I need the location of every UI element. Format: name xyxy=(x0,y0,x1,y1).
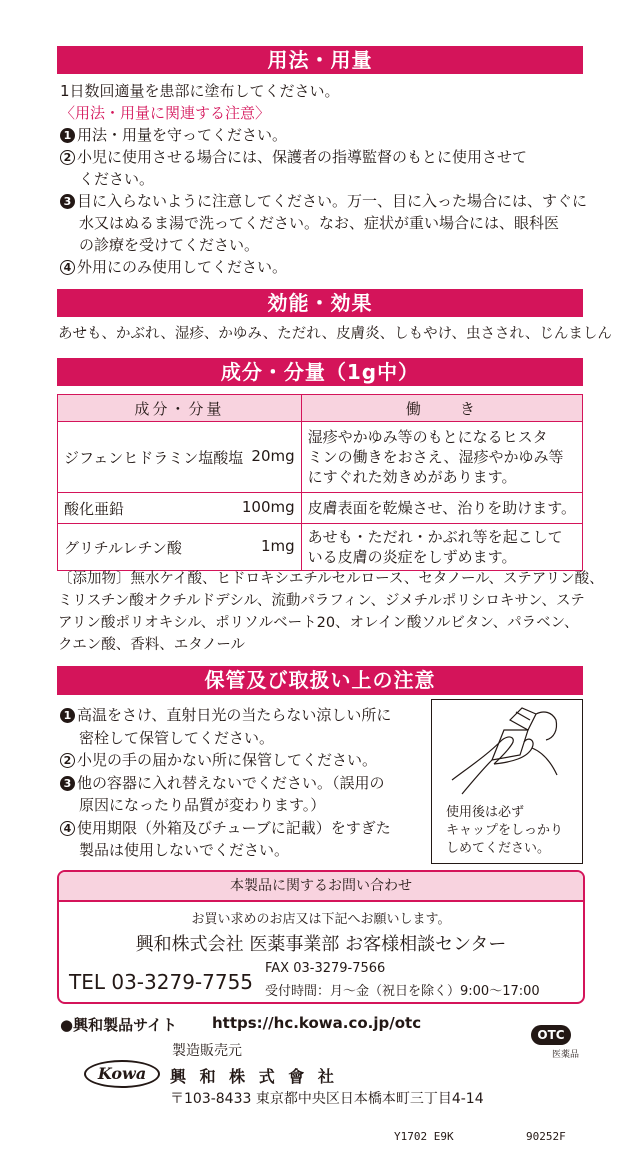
list-item-line xyxy=(60,124,287,146)
effect-line: ミンの働きをおさえ、湿疹やかゆみ等 xyxy=(307,448,564,466)
list-item-text: 高温をさけ、直射日光の当たらない涼しい所に xyxy=(77,706,392,724)
list-item-line xyxy=(79,234,259,256)
list-item-text: ください。 xyxy=(79,170,155,188)
efficacy-text: あせも、かぶれ、湿疹、かゆみ、ただれ、皮膚炎、しもやけ、虫さされ、じんましん xyxy=(58,326,612,342)
ingredient-cell xyxy=(58,493,302,524)
contact-note: お買い求めのお店又は下記へお願いします。 xyxy=(191,912,451,927)
ingredient-name: ジフェンヒドラミン塩酸塩 xyxy=(64,448,244,467)
list-item-text: 目に入らないように注意してください。万一、目に入った場合には、すぐに xyxy=(77,192,588,210)
ingredient-amount: 20mg xyxy=(251,446,295,465)
list-item-text: 密栓して保管してください。 xyxy=(79,728,275,747)
effect-line: あせも・ただれ・かぶれ等を起こして xyxy=(307,528,563,546)
print-code-1: Y1702 E9K xyxy=(394,1130,454,1143)
table-row xyxy=(58,422,583,493)
usage-line: 1日数回適量を患部に塗布してください。 xyxy=(60,82,340,100)
number-4-icon: 4 xyxy=(60,260,75,275)
effect-cell xyxy=(301,493,582,524)
ingredients-title: 成分・分量（1g中） xyxy=(57,358,583,386)
cap-instruction-line: 使用後は必ず xyxy=(446,805,525,820)
list-item-text: 用法・用量を守ってください。 xyxy=(77,126,288,144)
storage-title: 保管及び取扱い上の注意 xyxy=(57,666,583,695)
ingredient-name: 酸化亜鉛 xyxy=(64,499,125,518)
company-address: 〒103-8433 東京都中央区日本橋本町三丁目4-14 xyxy=(170,1091,484,1107)
list-item-text: 使用期限（外箱及びチューブに記載）をすぎた xyxy=(77,818,391,837)
contact-hours: 受付時間：月～金（祝日を除く）9:00～17:00 xyxy=(265,984,540,999)
list-item-text: 他の容器に入れ替えないでください。（誤用の xyxy=(77,773,385,792)
product-site-url[interactable]: https://hc.kowa.co.jp/otc xyxy=(212,1014,422,1032)
list-item-line xyxy=(79,212,559,234)
ingredient-amount: 100mg xyxy=(241,497,295,516)
list-item-line xyxy=(60,146,527,168)
column-ingredient: 成分・分量 xyxy=(58,395,302,422)
list-item-line xyxy=(60,772,385,794)
number-2-icon: 2 xyxy=(60,150,75,165)
list-item-line xyxy=(79,168,154,190)
contact-tel: TEL 03-3279-7755 xyxy=(69,970,254,994)
list-item-text: 原因になったり品質が変わります。） xyxy=(79,796,326,814)
effect-line: 湿疹やかゆみ等のもとになるヒスタ xyxy=(307,428,548,446)
ingredient-name: グリチルレチン酸 xyxy=(64,538,182,557)
ingredient-cell xyxy=(58,422,302,493)
contact-header: 本製品に関するお問い合わせ xyxy=(59,872,583,902)
list-item-text: の診療を受けてください。 xyxy=(79,236,260,254)
table-row xyxy=(58,493,583,524)
list-item-line xyxy=(79,727,274,749)
kowa-logo xyxy=(84,1060,160,1088)
usage-title: 用法・用量 xyxy=(57,46,583,74)
list-item-line xyxy=(60,749,377,771)
contact-box xyxy=(57,870,585,1004)
print-code-2: 90252F xyxy=(526,1130,566,1143)
efficacy-title: 効能・効果 xyxy=(57,289,583,317)
list-item-line xyxy=(79,839,289,861)
otc-sub: 医薬品 xyxy=(551,1050,579,1060)
contact-fax: FAX 03-3279-7566 xyxy=(265,961,386,976)
additives-line: ミリスチン酸オクチルドデシル、流動パラフィン、ジメチルポリシロキサン、ステ xyxy=(58,593,585,609)
additives-line: クエン酸、香料、エタノール xyxy=(58,637,246,653)
effect-cell xyxy=(301,422,582,493)
ingredient-cell xyxy=(58,524,302,571)
list-item-line xyxy=(79,794,325,816)
cap-instruction-line: キャップをしっかり xyxy=(446,823,564,838)
cap-instruction-line: しめてください。 xyxy=(446,841,551,856)
number-4-icon: 4 xyxy=(60,821,75,836)
list-item-text: 小児に使用させる場合には、保護者の指導監督のもとに使用させて xyxy=(77,148,528,166)
list-item-text: 製品は使用しないでください。 xyxy=(79,841,290,859)
number-2-icon: 2 xyxy=(60,753,75,768)
table-header xyxy=(58,395,583,422)
list-item-line xyxy=(60,704,391,726)
number-1-icon: 1 xyxy=(60,128,75,143)
list-item-text: 水又はぬるま湯で洗ってください。なお、症状が重い場合には、眼科医 xyxy=(79,214,560,232)
cap-instruction xyxy=(446,804,563,858)
effect-line: にすぐれた効きめがあります。 xyxy=(307,468,517,486)
number-3-icon: 3 xyxy=(60,776,75,791)
list-item-text: 小児の手の届かない所に保管してください。 xyxy=(77,751,378,769)
cap-illustration-box xyxy=(431,699,583,864)
usage-subtitle: 〈用法・用量に関連する注意〉 xyxy=(60,104,271,122)
effect-line: いる皮膚の炎症をしずめます。 xyxy=(307,548,517,566)
number-1-icon: 1 xyxy=(60,708,75,723)
ingredient-amount: 1mg xyxy=(260,536,295,555)
additives-line: 〔添加物〕無水ケイ酸、ヒドロキシエチルセルロース、セタノール、ステアリン酸、 xyxy=(58,571,604,587)
list-item-line xyxy=(60,817,391,839)
otc-mark xyxy=(523,1025,579,1063)
table-row xyxy=(58,524,583,571)
list-item-line xyxy=(60,256,287,278)
number-3-icon: 3 xyxy=(60,194,75,209)
effect-line: 皮膚表面を乾燥させ、治りを助けます。 xyxy=(307,499,576,517)
kowa-logo-text: Kowa xyxy=(97,1064,147,1083)
contact-company: 興和株式会社 医薬事業部 お客様相談センター xyxy=(135,934,507,955)
otc-badge: OTC xyxy=(531,1025,571,1045)
hand-cap-illustration xyxy=(432,700,582,795)
maker-label: 製造販売元 xyxy=(172,1043,242,1059)
list-item-line xyxy=(60,190,587,212)
company-name: 興 和 株 式 會 社 xyxy=(170,1067,338,1086)
effect-cell xyxy=(301,524,582,571)
product-site-label: ●興和製品サイト xyxy=(60,1016,178,1034)
column-effect: 働 き xyxy=(301,395,582,422)
ingredients-table xyxy=(57,394,583,571)
additives-line: アリン酸ポリオキシル、ポリソルベート20、オレイン酸ソルビタン、パラベン、 xyxy=(58,615,579,631)
list-item-text: 外用にのみ使用してください。 xyxy=(77,258,288,276)
